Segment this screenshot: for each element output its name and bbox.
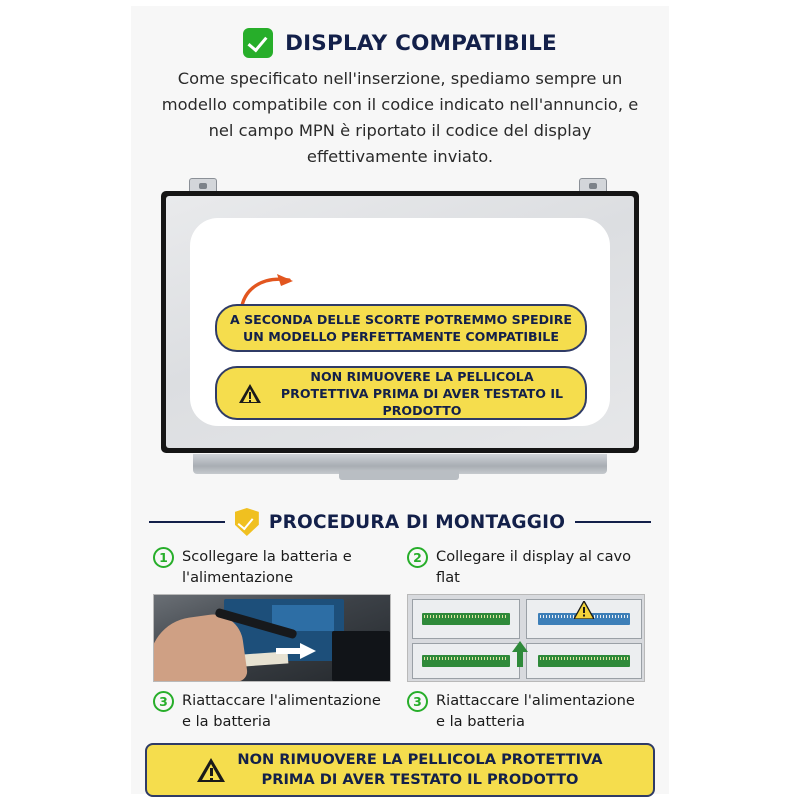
step-3-left bbox=[153, 690, 393, 738]
bottom-warning-line2: PRIMA DI AVER TESTATO IL PRODOTTO bbox=[261, 771, 579, 788]
step-1-number: 1 bbox=[153, 547, 174, 568]
flat-cable-connector-photo bbox=[407, 594, 645, 682]
flat-cable-a bbox=[422, 613, 510, 625]
laptop-internals-photo bbox=[153, 594, 391, 682]
procedure-steps bbox=[153, 546, 647, 738]
step-3-right bbox=[407, 690, 647, 738]
warning-triangle-icon bbox=[197, 758, 225, 782]
divider-left bbox=[149, 521, 225, 523]
battery-shape bbox=[332, 631, 390, 681]
bottom-warning-text bbox=[237, 750, 602, 790]
bottom-warning-banner bbox=[145, 743, 655, 797]
procedure-header bbox=[149, 508, 651, 536]
step-2-text: Collegare il display al cavo flat bbox=[436, 548, 632, 586]
content-frame bbox=[131, 6, 669, 794]
display-illustration bbox=[153, 178, 647, 488]
step-3-right-number: 3 bbox=[407, 691, 428, 712]
bottom-warning-line1: NON RIMUOVERE LA PELLICOLA PROTETTIVA bbox=[237, 751, 603, 768]
callout-protective-film-text: NON RIMUOVERE LA PELLICOLA PROTETTIVA PRIMA DI AVER TESTATO IL PRODOTTO bbox=[280, 368, 564, 418]
warning-triangle-icon-small bbox=[574, 601, 594, 619]
warning-triangle-icon bbox=[239, 384, 261, 403]
intro-paragraph: Come specificato nell'inserzione, spediamo sempre un modello compatibile con il codice indicato nell'annuncio, e nel campo MPN è riportato il codice del display effettivamente inviato. bbox=[161, 69, 639, 166]
flat-cable-c bbox=[422, 655, 510, 667]
green-check-icon bbox=[243, 28, 273, 58]
step-2-number: 2 bbox=[407, 547, 428, 568]
page-title: DISPLAY COMPATIBILE bbox=[285, 30, 557, 56]
white-arrow-icon bbox=[276, 643, 316, 659]
step-1 bbox=[153, 546, 393, 594]
step-column-left bbox=[153, 546, 393, 738]
header bbox=[131, 28, 669, 58]
step-3-left-text: Riattaccare l'alimentazione e la batteria bbox=[182, 692, 381, 730]
step-1-text: Scollegare la batteria e l'alimentazione bbox=[182, 548, 352, 586]
callout-protective-film bbox=[215, 366, 587, 420]
divider-right bbox=[575, 521, 651, 523]
lcd-connector bbox=[339, 471, 459, 480]
flat-cable-d bbox=[538, 655, 630, 667]
green-up-arrow-icon bbox=[512, 641, 528, 667]
procedure-title: PROCEDURA DI MONTAGGIO bbox=[268, 511, 566, 533]
step-3-left-number: 3 bbox=[153, 691, 174, 712]
callout-compatible-model: A SECONDA DELLE SCORTE POTREMMO SPEDIRE UN MODELLO PERFETTAMENTE COMPATIBILE bbox=[215, 304, 587, 352]
step-3-right-text: Riattaccare l'alimentazione e la batteria bbox=[436, 692, 635, 730]
shield-check-icon bbox=[235, 508, 259, 536]
step-column-right bbox=[407, 546, 647, 738]
step-2 bbox=[407, 546, 647, 594]
